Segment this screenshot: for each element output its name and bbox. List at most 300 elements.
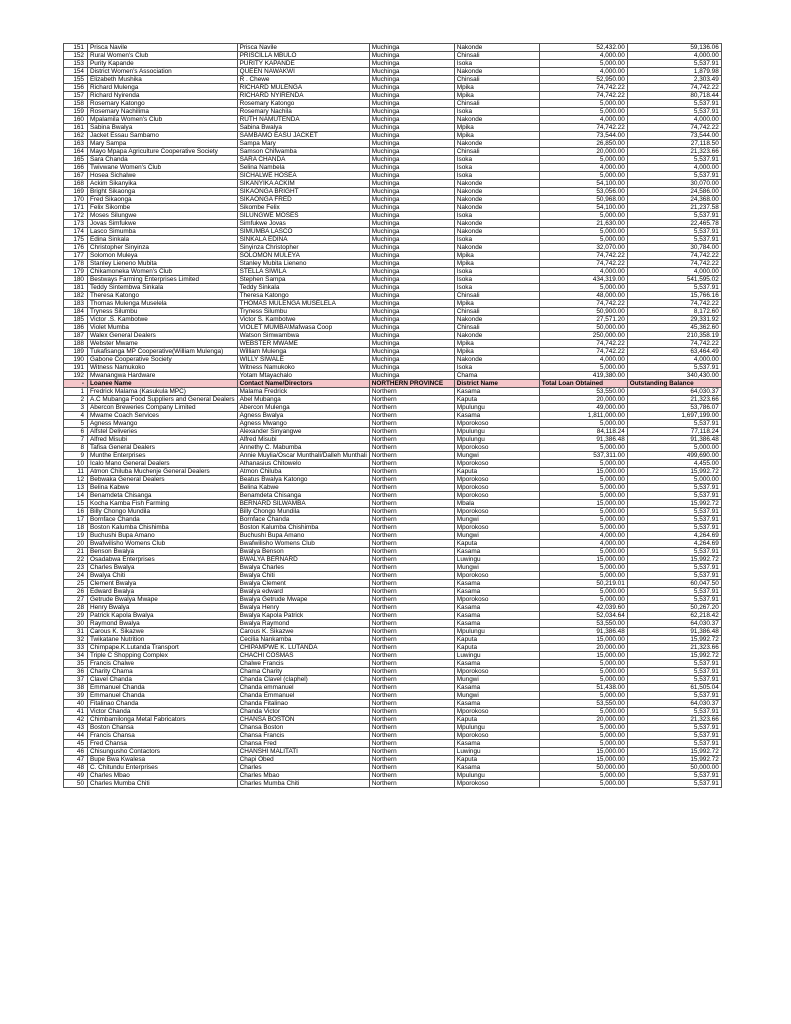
total-loan-cell: 5,000.00	[539, 692, 627, 700]
total-loan-cell: 15,000.00	[539, 756, 627, 764]
contact-name-cell: Abercon Mulenga	[237, 404, 369, 412]
loanee-name-cell: Richard Mulenga	[88, 84, 238, 92]
table-row	[64, 724, 722, 732]
table-row	[64, 172, 722, 180]
table-row	[64, 236, 722, 244]
district-cell: Mporokoso	[454, 484, 539, 492]
province-cell: Muchinga	[369, 252, 454, 260]
total-loan-cell: 53,550.00	[539, 388, 627, 396]
loanee-name-cell: Patrick Kapola Bwalya	[88, 612, 238, 620]
loanee-name-cell: Tryness Silumbu	[88, 308, 238, 316]
outstanding-balance-cell: 5,537.91	[627, 364, 721, 372]
total-loan-cell: 84,118.24	[539, 428, 627, 436]
row-number-cell: 13	[64, 484, 88, 492]
outstanding-balance-cell: 210,358.19	[627, 332, 721, 340]
outstanding-balance-cell: 15,992.72	[627, 468, 721, 476]
province-cell: Muchinga	[369, 196, 454, 204]
table-row	[64, 500, 722, 508]
table-row	[64, 636, 722, 644]
total-loan-cell: 5,000.00	[539, 588, 627, 596]
table-row	[64, 780, 722, 788]
outstanding-balance-cell: 74,742.22	[627, 252, 721, 260]
district-cell: Mpulungu	[454, 404, 539, 412]
total-loan-cell: 27,571.20	[539, 316, 627, 324]
province-cell: Northern	[369, 404, 454, 412]
row-number-cell: 151	[64, 44, 88, 52]
loanee-name-cell: Bwalya Chiti	[88, 572, 238, 580]
total-loan-cell: Total Loan Obtained	[539, 380, 627, 388]
total-loan-cell: 5,000.00	[539, 740, 627, 748]
province-cell: Northern	[369, 580, 454, 588]
loanee-name-cell: Mwanangwa Hardware	[88, 372, 238, 380]
row-number-cell: 38	[64, 684, 88, 692]
district-cell: District Name	[454, 380, 539, 388]
contact-name-cell: CHANSHI MALITATI	[237, 748, 369, 756]
outstanding-balance-cell: 50,000.00	[627, 764, 721, 772]
table-row	[64, 292, 722, 300]
table-row	[64, 524, 722, 532]
province-cell: Muchinga	[369, 292, 454, 300]
loanee-name-cell: Jacket Essau Sambamo	[88, 132, 238, 140]
table-row	[64, 540, 722, 548]
contact-name-cell: R . Chewe	[237, 76, 369, 84]
contact-name-cell: Bwalya Benson	[237, 548, 369, 556]
loanee-name-cell: Gabone Cooperative Society	[88, 356, 238, 364]
loanee-name-cell: Agness Mwango	[88, 420, 238, 428]
outstanding-balance-cell: 5,537.91	[627, 284, 721, 292]
district-cell: Kasama	[454, 612, 539, 620]
outstanding-balance-cell: 24,586.00	[627, 188, 721, 196]
row-number-cell: 2	[64, 396, 88, 404]
row-number-cell: 34	[64, 652, 88, 660]
contact-name-cell: STELLA SIWILA	[237, 268, 369, 276]
province-cell: Northern	[369, 660, 454, 668]
loanee-name-cell: Bright Sikaonga	[88, 188, 238, 196]
province-cell: Northern	[369, 780, 454, 788]
district-cell: Mporokoso	[454, 420, 539, 428]
outstanding-balance-cell: 53,786.07	[627, 404, 721, 412]
table-row	[64, 204, 722, 212]
row-number-cell: 185	[64, 316, 88, 324]
loanee-name-cell: Francis Chalwe	[88, 660, 238, 668]
outstanding-balance-cell: 5,537.91	[627, 228, 721, 236]
outstanding-balance-cell: 5,537.91	[627, 156, 721, 164]
contact-name-cell: SIMUMBA LASCO	[237, 228, 369, 236]
row-number-cell: 175	[64, 236, 88, 244]
outstanding-balance-cell: 74,742.22	[627, 340, 721, 348]
loanee-name-cell: Christopher Sinyinza	[88, 244, 238, 252]
contact-name-cell: BERNARD SILWAMBA	[237, 500, 369, 508]
outstanding-balance-cell: 5,537.91	[627, 236, 721, 244]
contact-name-cell: SIKAONGA FRED	[237, 196, 369, 204]
total-loan-cell: 21,630.00	[539, 220, 627, 228]
total-loan-cell: 5,000.00	[539, 772, 627, 780]
outstanding-balance-cell: 64,030.37	[627, 620, 721, 628]
contact-name-cell: Witness Namukoko	[237, 364, 369, 372]
table-row	[64, 460, 722, 468]
district-cell: Kasama	[454, 740, 539, 748]
total-loan-cell: 434,319.00	[539, 276, 627, 284]
province-cell: Muchinga	[369, 92, 454, 100]
total-loan-cell: 5,000.00	[539, 460, 627, 468]
row-number-cell: 166	[64, 164, 88, 172]
contact-name-cell: Chanda Victor	[237, 708, 369, 716]
total-loan-cell: 52,034.64	[539, 612, 627, 620]
outstanding-balance-cell: 15,992.72	[627, 756, 721, 764]
total-loan-cell: 20,000.00	[539, 716, 627, 724]
contact-name-cell: RICHARD NYIRENDA	[237, 92, 369, 100]
province-cell: Northern	[369, 428, 454, 436]
province-cell: Muchinga	[369, 372, 454, 380]
total-loan-cell: 5,000.00	[539, 444, 627, 452]
outstanding-balance-cell: 5,537.91	[627, 596, 721, 604]
contact-name-cell: Chansa Francis	[237, 732, 369, 740]
district-cell: Isoka	[454, 212, 539, 220]
outstanding-balance-cell: 50,267.20	[627, 604, 721, 612]
total-loan-cell: 4,000.00	[539, 540, 627, 548]
table-row	[64, 484, 722, 492]
row-number-cell: 187	[64, 332, 88, 340]
district-cell: Isoka	[454, 156, 539, 164]
total-loan-cell: 74,742.22	[539, 252, 627, 260]
loanee-name-cell: Charles Mumba Chiti	[88, 780, 238, 788]
loanee-name-cell: Loanee Name	[88, 380, 238, 388]
contact-name-cell: Malama Fredrick	[237, 388, 369, 396]
table-row	[64, 700, 722, 708]
district-cell: Nakonde	[454, 68, 539, 76]
outstanding-balance-cell: 5,537.91	[627, 588, 721, 596]
district-cell: Kaputa	[454, 644, 539, 652]
outstanding-balance-cell: 15,992.72	[627, 652, 721, 660]
outstanding-balance-cell: 15,992.72	[627, 748, 721, 756]
contact-name-cell: Annie Muylia/Oscar Munthali/Dalleh Munthali	[237, 452, 369, 460]
district-cell: Mungwi	[454, 516, 539, 524]
district-cell: Kaputa	[454, 636, 539, 644]
province-cell: Muchinga	[369, 316, 454, 324]
table-row	[64, 588, 722, 596]
district-cell: Mporokoso	[454, 668, 539, 676]
district-cell: Mporokoso	[454, 444, 539, 452]
total-loan-cell: 5,000.00	[539, 524, 627, 532]
loanee-name-cell: Victor Chanda	[88, 708, 238, 716]
row-number-cell: 40	[64, 700, 88, 708]
province-cell: Northern	[369, 556, 454, 564]
total-loan-cell: 5,000.00	[539, 60, 627, 68]
contact-name-cell: SOLOMON MULEYA	[237, 252, 369, 260]
outstanding-balance-cell: 62,218.42	[627, 612, 721, 620]
province-cell: Muchinga	[369, 332, 454, 340]
province-cell: Northern	[369, 748, 454, 756]
district-cell: Mpulungu	[454, 628, 539, 636]
total-loan-cell: 91,386.48	[539, 628, 627, 636]
outstanding-balance-cell: 74,742.22	[627, 84, 721, 92]
contact-name-cell: BWALYA BERNARD	[237, 556, 369, 564]
loanee-name-cell: Sabina Bwalya	[88, 124, 238, 132]
outstanding-balance-cell: 59,136.06	[627, 44, 721, 52]
district-cell: Nakonde	[454, 204, 539, 212]
province-cell: Northern	[369, 444, 454, 452]
district-cell: Mpulungu	[454, 428, 539, 436]
row-number-cell: 169	[64, 188, 88, 196]
row-number-cell: 29	[64, 612, 88, 620]
district-cell: Mporokoso	[454, 596, 539, 604]
loanee-name-cell: Felix Sikombe	[88, 204, 238, 212]
outstanding-balance-cell: 5,537.91	[627, 420, 721, 428]
loanee-name-cell: Fitalinao Chanda	[88, 700, 238, 708]
table-row	[64, 276, 722, 284]
table-row	[64, 156, 722, 164]
table-row	[64, 428, 722, 436]
row-number-cell: 170	[64, 196, 88, 204]
total-loan-cell: 5,000.00	[539, 660, 627, 668]
province-cell: Northern	[369, 692, 454, 700]
row-number-cell: 20	[64, 540, 88, 548]
contact-name-cell: Simfukwe Jovas	[237, 220, 369, 228]
contact-name-cell: Bornface Chanda	[237, 516, 369, 524]
loanee-name-cell: Francis Chansa	[88, 732, 238, 740]
outstanding-balance-cell: 22,465.78	[627, 220, 721, 228]
outstanding-balance-cell: 5,537.91	[627, 60, 721, 68]
row-number-cell: 192	[64, 372, 88, 380]
district-cell: Nakonde	[454, 180, 539, 188]
row-number-cell: 153	[64, 60, 88, 68]
outstanding-balance-cell: 64,030.37	[627, 388, 721, 396]
loanee-name-cell: Richard Nyirenda	[88, 92, 238, 100]
section-header-row	[64, 380, 722, 388]
district-cell: Nakonde	[454, 228, 539, 236]
loanee-name-cell: Raymond Bwalya	[88, 620, 238, 628]
contact-name-cell: Sampa Mary	[237, 140, 369, 148]
total-loan-cell: 53,056.00	[539, 188, 627, 196]
loanee-name-cell: District Women's Association	[88, 68, 238, 76]
row-number-cell: 42	[64, 716, 88, 724]
total-loan-cell: 5,000.00	[539, 572, 627, 580]
district-cell: Isoka	[454, 60, 539, 68]
district-cell: Mporokoso	[454, 492, 539, 500]
loanee-name-cell: Kocha Kamba Fish Farming	[88, 500, 238, 508]
loanee-name-cell: Rosemary Nachilima	[88, 108, 238, 116]
loanee-name-cell: Theresa Katongo	[88, 292, 238, 300]
row-number-cell: 186	[64, 324, 88, 332]
contact-name-cell: SIKANYIKA ACKIM	[237, 180, 369, 188]
outstanding-balance-cell: 15,992.72	[627, 556, 721, 564]
province-cell: Northern	[369, 644, 454, 652]
province-cell: Northern	[369, 468, 454, 476]
table-row	[64, 348, 722, 356]
total-loan-cell: 15,000.00	[539, 636, 627, 644]
row-number-cell: 174	[64, 228, 88, 236]
row-number-cell: 49	[64, 772, 88, 780]
loanee-name-cell: Moses Silungwe	[88, 212, 238, 220]
contact-name-cell: Bwalya Clement	[237, 580, 369, 588]
row-number-cell: 158	[64, 100, 88, 108]
row-number-cell: 173	[64, 220, 88, 228]
table-row	[64, 148, 722, 156]
row-number-cell: 14	[64, 492, 88, 500]
loanee-name-cell: Fredrick Malama (Kasukula MPC)	[88, 388, 238, 396]
loan-table	[63, 43, 722, 788]
province-cell: Muchinga	[369, 84, 454, 92]
outstanding-balance-cell: 5,537.91	[627, 740, 721, 748]
total-loan-cell: 74,742.22	[539, 84, 627, 92]
table-row	[64, 180, 722, 188]
province-cell: Northern	[369, 772, 454, 780]
outstanding-balance-cell: 21,323.66	[627, 644, 721, 652]
province-cell: Northern	[369, 540, 454, 548]
province-cell: Northern	[369, 652, 454, 660]
contact-name-cell: WEBSTER MWAME	[237, 340, 369, 348]
province-cell: NORTHERN PROVINCE	[369, 380, 454, 388]
district-cell: Mpika	[454, 252, 539, 260]
loanee-name-cell: Violet Mumba	[88, 324, 238, 332]
district-cell: Kaputa	[454, 756, 539, 764]
loanee-name-cell: Twikatane Nutrition	[88, 636, 238, 644]
province-cell: Muchinga	[369, 268, 454, 276]
contact-name-cell: Billy Chongo Mundila	[237, 508, 369, 516]
district-cell: Kasama	[454, 764, 539, 772]
province-cell: Northern	[369, 436, 454, 444]
outstanding-balance-cell: 5,537.91	[627, 724, 721, 732]
contact-name-cell: Samson Chifwamba	[237, 148, 369, 156]
district-cell: Nakonde	[454, 188, 539, 196]
loanee-name-cell: Boston Chansa	[88, 724, 238, 732]
table-row	[64, 620, 722, 628]
loan-table-body	[64, 44, 722, 788]
district-cell: Mungwi	[454, 532, 539, 540]
outstanding-balance-cell: 499,690.00	[627, 452, 721, 460]
total-loan-cell: 5,000.00	[539, 284, 627, 292]
province-cell: Muchinga	[369, 276, 454, 284]
row-number-cell: 21	[64, 548, 88, 556]
outstanding-balance-cell: 5,537.91	[627, 572, 721, 580]
total-loan-cell: 15,000.00	[539, 468, 627, 476]
row-number-cell: 12	[64, 476, 88, 484]
total-loan-cell: 5,000.00	[539, 108, 627, 116]
outstanding-balance-cell: 4,000.00	[627, 52, 721, 60]
loanee-name-cell: Edina Sinkala	[88, 236, 238, 244]
contact-name-cell: SAMBAMO EASU JACKET	[237, 132, 369, 140]
outstanding-balance-cell: 4,000.00	[627, 164, 721, 172]
total-loan-cell: 5,000.00	[539, 420, 627, 428]
row-number-cell: 3	[64, 404, 88, 412]
row-number-cell: 15	[64, 500, 88, 508]
total-loan-cell: 54,100.00	[539, 180, 627, 188]
loanee-name-cell: Walex General Dealers	[88, 332, 238, 340]
outstanding-balance-cell: 1,697,199.00	[627, 412, 721, 420]
contact-name-cell: Agness Mwango	[237, 420, 369, 428]
total-loan-cell: 15,000.00	[539, 652, 627, 660]
row-number-cell: 160	[64, 116, 88, 124]
province-cell: Muchinga	[369, 356, 454, 364]
outstanding-balance-cell: 5,537.91	[627, 172, 721, 180]
province-cell: Northern	[369, 572, 454, 580]
province-cell: Muchinga	[369, 156, 454, 164]
loanee-name-cell: Atmon Chiluba Muchenje General Dealers	[88, 468, 238, 476]
outstanding-balance-cell: 64,030.37	[627, 700, 721, 708]
row-number-cell: 39	[64, 692, 88, 700]
total-loan-cell: 5,000.00	[539, 100, 627, 108]
district-cell: Chinsali	[454, 324, 539, 332]
table-row	[64, 212, 722, 220]
contact-name-cell: SINKALA EDINA	[237, 236, 369, 244]
contact-name-cell: PRISCILLA MBULO	[237, 52, 369, 60]
total-loan-cell: 32,070.00	[539, 244, 627, 252]
contact-name-cell: Chanda emmanuel	[237, 684, 369, 692]
district-cell: Isoka	[454, 284, 539, 292]
outstanding-balance-cell: 74,742.22	[627, 124, 721, 132]
loanee-name-cell: Edward Bwalya	[88, 588, 238, 596]
loanee-name-cell: Prisca Navile	[88, 44, 238, 52]
district-cell: Kasama	[454, 660, 539, 668]
outstanding-balance-cell: 5,000.00	[627, 444, 721, 452]
total-loan-cell: 48,000.00	[539, 292, 627, 300]
district-cell: Mpika	[454, 260, 539, 268]
province-cell: Northern	[369, 740, 454, 748]
loanee-name-cell: Hosea Sichalwe	[88, 172, 238, 180]
total-loan-cell: 50,000.00	[539, 324, 627, 332]
outstanding-balance-cell: 91,386.48	[627, 628, 721, 636]
province-cell: Northern	[369, 396, 454, 404]
contact-name-cell: SIKAONGA BRIGHT	[237, 188, 369, 196]
province-cell: Muchinga	[369, 340, 454, 348]
province-cell: Muchinga	[369, 260, 454, 268]
loanee-name-cell: Fred Sikaonga	[88, 196, 238, 204]
total-loan-cell: 53,550.00	[539, 620, 627, 628]
loanee-name-cell: Bestways Farming Enterprises Limited	[88, 276, 238, 284]
row-number-cell: 33	[64, 644, 88, 652]
province-cell: Muchinga	[369, 60, 454, 68]
table-row	[64, 260, 722, 268]
table-row	[64, 100, 722, 108]
table-row	[64, 692, 722, 700]
row-number-cell: 184	[64, 308, 88, 316]
province-cell: Northern	[369, 612, 454, 620]
province-cell: Muchinga	[369, 52, 454, 60]
table-row	[64, 716, 722, 724]
district-cell: Nakonde	[454, 332, 539, 340]
loanee-name-cell: Benson Bwalya	[88, 548, 238, 556]
province-cell: Muchinga	[369, 68, 454, 76]
contact-name-cell: Alexander Sinyangwe	[237, 428, 369, 436]
loanee-name-cell: Bupe Bwa Kwalesa	[88, 756, 238, 764]
total-loan-cell: 5,000.00	[539, 724, 627, 732]
loanee-name-cell: Bornface Chanda	[88, 516, 238, 524]
loanee-name-cell: Mary Sampa	[88, 140, 238, 148]
contact-name-cell: Sikombe Felix	[237, 204, 369, 212]
table-row	[64, 92, 722, 100]
contact-name-cell: Teddy Sinkala	[237, 284, 369, 292]
contact-name-cell: Victor S. Kambotwe	[237, 316, 369, 324]
table-row	[64, 364, 722, 372]
district-cell: Nakonde	[454, 116, 539, 124]
contact-name-cell: Abel Mubanga	[237, 396, 369, 404]
loanee-name-cell: Alfred Misubi	[88, 436, 238, 444]
province-cell: Muchinga	[369, 236, 454, 244]
row-number-cell: 176	[64, 244, 88, 252]
row-number-cell: 32	[64, 636, 88, 644]
outstanding-balance-cell: 63,464.49	[627, 348, 721, 356]
row-number-cell: 23	[64, 564, 88, 572]
table-row	[64, 324, 722, 332]
table-row	[64, 476, 722, 484]
total-loan-cell: 26,850.00	[539, 140, 627, 148]
row-number-cell: 35	[64, 660, 88, 668]
total-loan-cell: 50,900.00	[539, 308, 627, 316]
row-number-cell: 9	[64, 452, 88, 460]
row-number-cell: 179	[64, 268, 88, 276]
contact-name-cell: Beatus Bwalya Katongo	[237, 476, 369, 484]
total-loan-cell: 4,000.00	[539, 68, 627, 76]
